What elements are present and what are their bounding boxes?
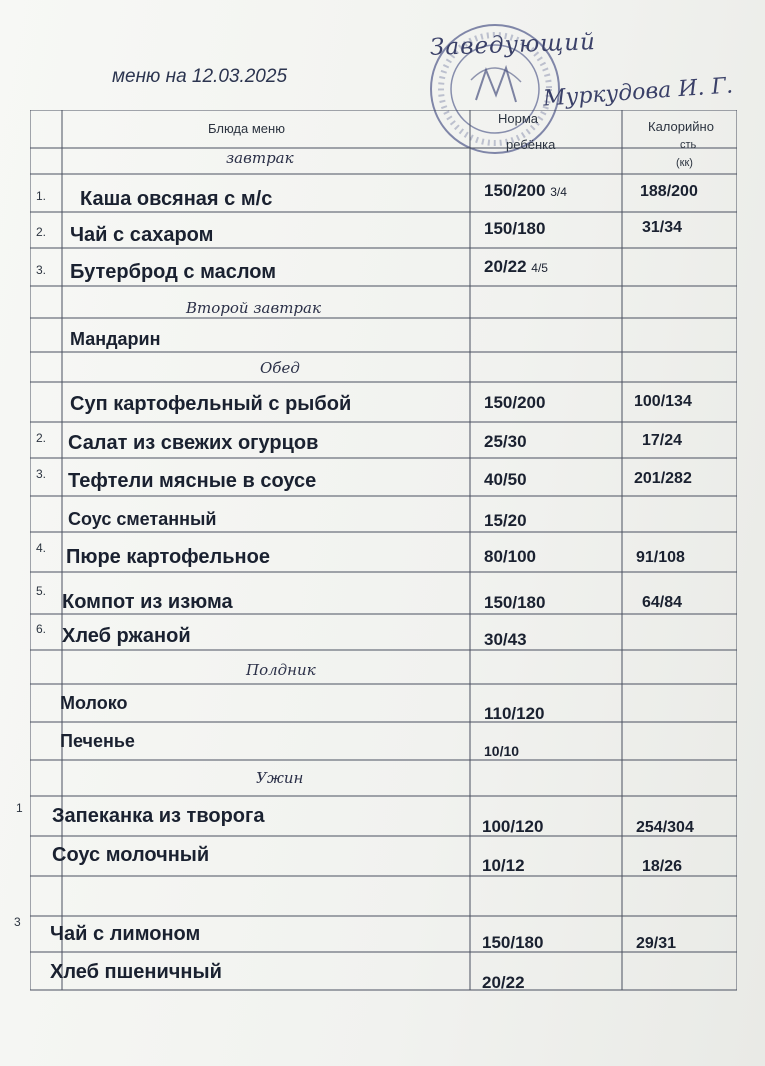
calories: 29/31 — [636, 935, 677, 952]
dish-name: Мандарин — [70, 329, 161, 349]
dish-name: Печенье — [60, 731, 135, 751]
portion: 10/10 — [484, 743, 520, 759]
calories: 64/84 — [642, 594, 683, 611]
row-number: 4. — [36, 541, 47, 555]
row-number: 3. — [36, 263, 47, 277]
calories: 201/282 — [634, 470, 692, 487]
section-lunch: Обед — [260, 359, 300, 377]
portion: 150/200 — [484, 393, 546, 412]
portion: 100/120 — [482, 817, 544, 836]
portion: 40/50 — [484, 470, 527, 489]
col-header-dish: Блюда меню — [208, 121, 285, 136]
page-title: меню на 12.03.2025 — [112, 66, 288, 87]
col-header-kcal-a: Калорийно — [648, 119, 714, 134]
portion: 80/100 — [484, 547, 536, 566]
row-number: 5. — [36, 584, 47, 598]
portion: 15/20 — [484, 511, 527, 530]
row-number: 3. — [36, 467, 47, 481]
signature-title: Заведующий — [429, 29, 597, 61]
col-header-kcal-b: сть — [680, 139, 697, 151]
calories: 18/26 — [642, 858, 683, 875]
dish-name: Соус молочный — [52, 844, 210, 866]
dish-name: Каша овсяная с м/с — [80, 188, 273, 210]
portion: 20/22 4/5 — [484, 257, 548, 276]
section-snack: Полдник — [246, 661, 316, 679]
row-number: 1 — [16, 801, 23, 815]
dish-name: Хлеб пшеничный — [50, 961, 222, 983]
calories: 91/108 — [636, 549, 685, 566]
dish-name: Пюре картофельное — [66, 546, 270, 568]
portion: 150/180 — [484, 593, 546, 612]
dish-name: Салат из свежих огурцов — [68, 432, 319, 454]
dish-name: Хлеб ржаной — [62, 625, 191, 647]
dish-name: Молоко — [60, 693, 128, 713]
portion: 25/30 — [484, 432, 527, 451]
row-number: 2. — [36, 225, 47, 239]
col-header-portion-b: ребёнка — [506, 137, 556, 152]
row-number: 2. — [36, 431, 47, 445]
dish-name: Бутерброд с маслом — [70, 261, 277, 283]
col-header-portion-a: Норма — [498, 111, 539, 126]
row-number: 1. — [36, 189, 47, 203]
dish-name: Чай с сахаром — [70, 224, 214, 246]
dish-name: Чай с лимоном — [50, 923, 201, 945]
section-dinner: Ужин — [256, 769, 304, 787]
calories: 17/24 — [642, 432, 683, 449]
portion: 20/22 — [482, 973, 525, 992]
dish-name: Запеканка из творога — [52, 805, 265, 827]
menu-table — [14, 110, 737, 1008]
portion: 150/180 — [484, 219, 546, 238]
dish-name: Суп картофельный с рыбой — [70, 393, 352, 415]
portion: 110/120 — [484, 704, 545, 723]
calories: 188/200 — [640, 183, 698, 200]
section-second-breakfast: Второй завтрак — [186, 299, 321, 317]
portion: 150/200 3/4 — [484, 181, 567, 200]
portion: 150/180 — [482, 933, 544, 952]
calories: 254/304 — [636, 819, 694, 836]
dish-name: Компот из изюма — [62, 591, 233, 613]
calories: 31/34 — [642, 219, 683, 236]
calories: 100/134 — [634, 393, 692, 410]
portion: 10/12 — [482, 856, 525, 875]
row-number: 3 — [14, 915, 21, 929]
portion: 30/43 — [484, 630, 527, 649]
row-number: 6. — [36, 622, 47, 636]
signature-name: Муркудова И. Г. — [542, 73, 734, 112]
col-header-kcal-c: (кк) — [676, 157, 693, 169]
section-breakfast: завтрак — [226, 149, 294, 167]
dish-name: Тефтели мясные в соусе — [68, 470, 317, 492]
dish-name: Соус сметанный — [68, 509, 217, 529]
